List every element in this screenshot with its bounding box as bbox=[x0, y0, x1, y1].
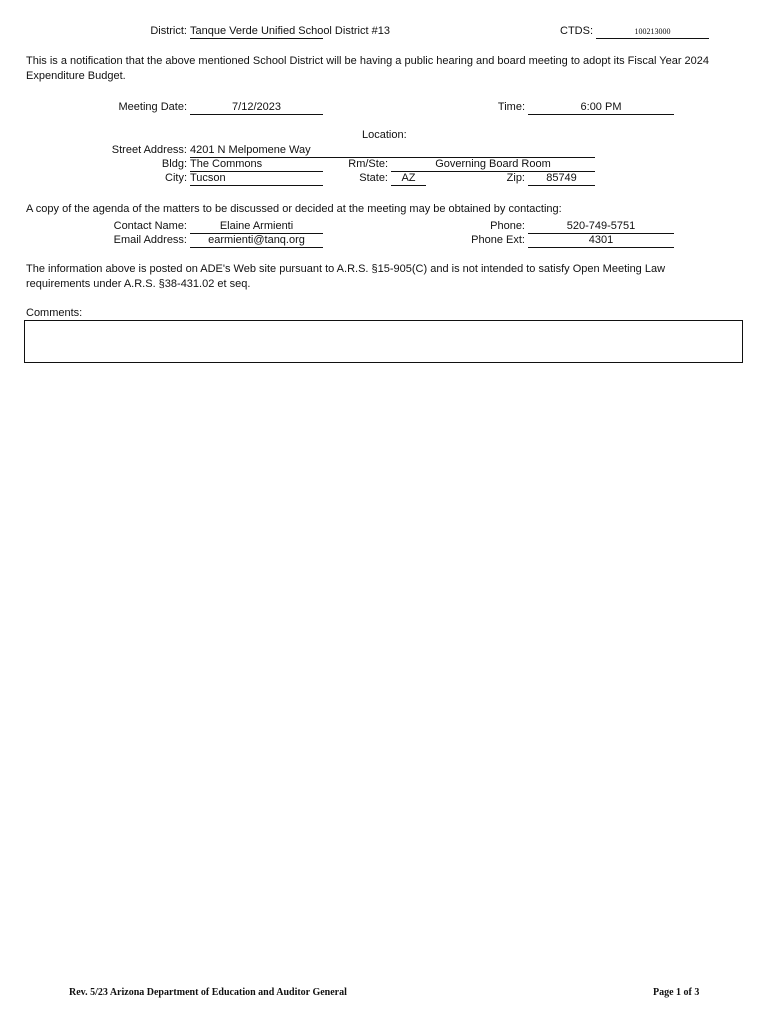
comments-field[interactable] bbox=[24, 320, 743, 363]
rmste-field[interactable] bbox=[391, 158, 595, 172]
city-field[interactable] bbox=[190, 172, 323, 186]
phone-label: Phone: bbox=[490, 220, 525, 232]
rmste-value: Governing Board Room bbox=[435, 158, 551, 170]
ctds-field[interactable] bbox=[596, 25, 709, 39]
meeting-date-label: Meeting Date: bbox=[118, 101, 187, 113]
meeting-date-value: 7/12/2023 bbox=[232, 101, 281, 113]
footer-revision: Rev. 5/23 Arizona Department of Education and Auditor General bbox=[69, 987, 347, 998]
contact-name-label: Contact Name: bbox=[113, 220, 187, 232]
footer-page-number: Page 1 of 3 bbox=[653, 987, 700, 998]
city-value: Tucson bbox=[190, 172, 226, 184]
state-value: AZ bbox=[401, 172, 416, 184]
comments-label: Comments: bbox=[26, 307, 83, 319]
rmste-label: Rm/Ste: bbox=[348, 158, 388, 170]
email-label: Email Address: bbox=[113, 234, 187, 246]
city-label: City: bbox=[165, 172, 187, 184]
zip-label: Zip: bbox=[506, 172, 525, 184]
email-field[interactable] bbox=[190, 234, 323, 248]
phone-value: 520-749-5751 bbox=[566, 220, 636, 232]
meeting-date-field[interactable] bbox=[190, 101, 323, 115]
location-heading: Location: bbox=[362, 129, 407, 141]
zip-value: 85749 bbox=[546, 172, 577, 184]
district-label: District: bbox=[150, 25, 187, 37]
ctds-value: 100213000 bbox=[634, 27, 671, 36]
district-value: Tanque Verde Unified School District #13 bbox=[190, 25, 390, 37]
phone-ext-value: 4301 bbox=[588, 234, 614, 246]
bldg-value: The Commons bbox=[190, 158, 263, 170]
time-field[interactable] bbox=[528, 101, 674, 115]
phone-ext-field[interactable] bbox=[528, 234, 674, 248]
street-value: 4201 N Melpomene Way bbox=[190, 144, 311, 156]
time-value: 6:00 PM bbox=[580, 101, 622, 113]
contact-name-field[interactable] bbox=[190, 220, 323, 234]
time-label: Time: bbox=[497, 101, 525, 113]
email-value: earmienti@tanq.org bbox=[208, 234, 305, 246]
agenda-text: A copy of the agenda of the matters to be discussed or decided at the meeting may be obtained by contacting: bbox=[26, 203, 562, 215]
zip-field[interactable] bbox=[528, 172, 595, 186]
contact-name-value: Elaine Armienti bbox=[219, 220, 294, 232]
state-label: State: bbox=[359, 172, 388, 184]
street-field[interactable] bbox=[190, 144, 595, 158]
street-label: Street Address: bbox=[111, 144, 187, 156]
phone-ext-label: Phone Ext: bbox=[471, 234, 525, 246]
state-field[interactable] bbox=[391, 172, 426, 186]
phone-field[interactable] bbox=[528, 220, 674, 234]
notice-text: The information above is posted on ADE's Web site pursuant to A.R.S. §15-905(C) and is not intended to satisfy Open Meeting Law requirements under A.R.S. §38-431.02 et seq. bbox=[26, 263, 666, 290]
ctds-label: CTDS: bbox=[560, 25, 593, 37]
bldg-label: Bldg: bbox=[161, 158, 187, 170]
bldg-field[interactable] bbox=[190, 158, 323, 172]
district-field[interactable] bbox=[190, 25, 390, 39]
intro-text: This is a notification that the above mentioned School District will be having a public hearing and board meeting to adopt its Fiscal Year 2024 Expenditure Budget. bbox=[26, 55, 710, 82]
